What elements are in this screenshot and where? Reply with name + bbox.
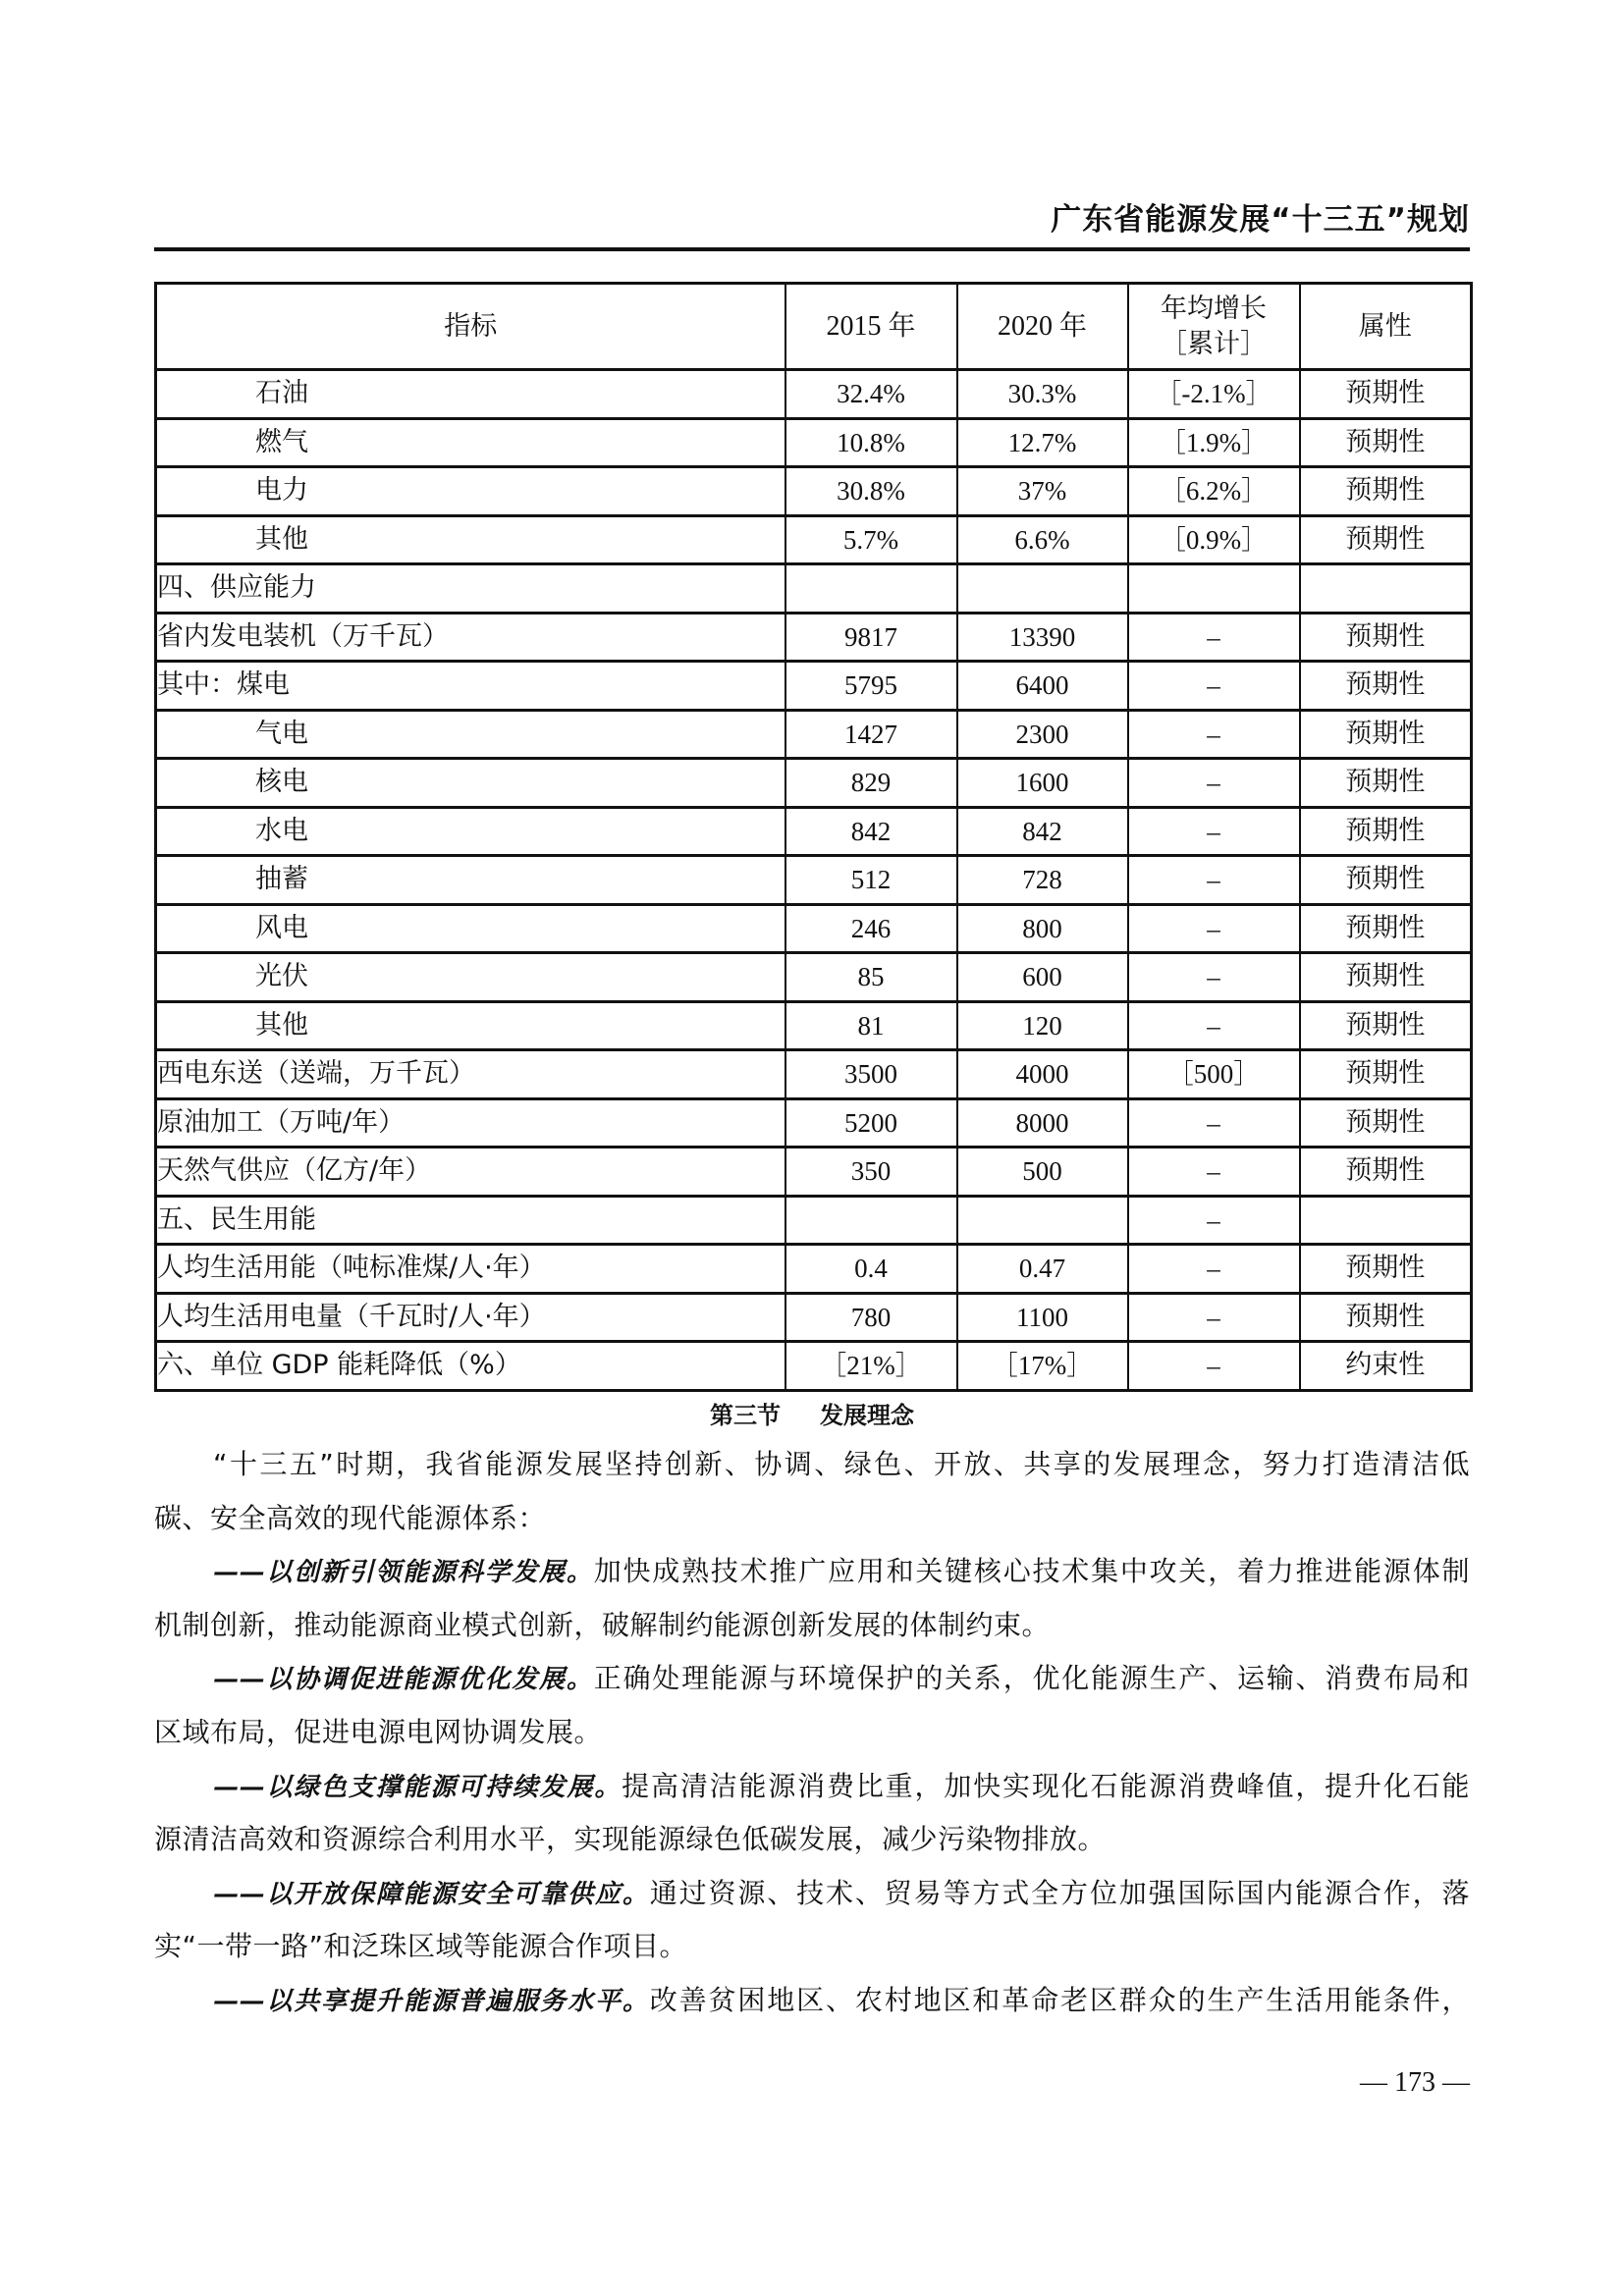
column-header-growth-line1: 年均增长 (1161, 293, 1267, 324)
column-header-2015-label: 2015 年 (826, 310, 916, 342)
cell-indicator: 西电东送（送端，万千瓦） (156, 1050, 785, 1099)
table-row (156, 904, 1472, 953)
column-header-2020-label: 2020 年 (997, 310, 1087, 342)
section-title: 发展理念 (820, 1401, 914, 1429)
table-row (156, 1342, 1472, 1391)
table-row (156, 613, 1472, 662)
cell-2020: 842 (957, 807, 1128, 856)
cell-2020: 120 (957, 1001, 1128, 1050)
body-line-text: 实“一带一路”和泛珠区域等能源合作项目。 (154, 1930, 688, 1963)
body-line (154, 1552, 1470, 1591)
cell-attribute: 预期性 (1300, 467, 1472, 516)
cell-2015 (785, 1196, 957, 1245)
cell-indicator: 省内发电装机（万千瓦） (156, 613, 785, 662)
cell-growth: – (1128, 904, 1300, 953)
body-line-text: “十三五”时期，我省能源发展坚持创新、协调、绿色、开放、共享的发展理念，努力打造清洁低 (213, 1448, 1470, 1480)
cell-2020: 37% (957, 467, 1128, 516)
cell-indicator: 四、供应能力 (156, 564, 785, 614)
cell-indicator: 五、民生用能 (156, 1196, 785, 1245)
cell-growth: ［500］ (1128, 1050, 1300, 1099)
table-row (156, 418, 1472, 467)
cell-attribute: 预期性 (1300, 1245, 1472, 1294)
column-header-attribute: 属性 (1300, 284, 1472, 370)
table-row (156, 759, 1472, 808)
cell-2020: 800 (957, 904, 1128, 953)
cell-attribute: 预期性 (1300, 370, 1472, 419)
table-row (156, 1050, 1472, 1099)
cell-2015: 512 (785, 856, 957, 905)
cell-2020: 30.3% (957, 370, 1128, 419)
cell-2015: 5795 (785, 662, 957, 711)
lead-phrase: ——以绿色支撑能源可持续发展。 (213, 1772, 623, 1802)
cell-2015: 1427 (785, 710, 957, 759)
cell-growth: – (1128, 807, 1300, 856)
cell-indicator: 燃气 (156, 418, 785, 467)
cell-growth: – (1128, 1245, 1300, 1294)
cell-growth: – (1128, 1098, 1300, 1148)
cell-attribute: 预期性 (1300, 904, 1472, 953)
body-line (154, 1659, 1470, 1698)
cell-2015: 10.8% (785, 418, 957, 467)
cell-2015: 350 (785, 1148, 957, 1197)
column-header-2015 (785, 284, 957, 370)
cell-2015: 3500 (785, 1050, 957, 1099)
cell-2015: 246 (785, 904, 957, 953)
cell-growth: – (1128, 1293, 1300, 1342)
body-line-text: 通过资源、技术、贸易等方式全方位加强国际国内能源合作，落 (649, 1876, 1470, 1909)
body-line-text: 源清洁高效和资源综合利用水平，实现能源绿色低碳发展，减少污染物排放。 (154, 1823, 1107, 1856)
table-row (156, 467, 1472, 516)
cell-2020: 1100 (957, 1293, 1128, 1342)
cell-2015: 0.4 (785, 1245, 957, 1294)
cell-2020 (957, 1196, 1128, 1245)
cell-attribute: 预期性 (1300, 662, 1472, 711)
body-line (154, 1767, 1470, 1806)
table-row (156, 856, 1472, 905)
cell-attribute: 预期性 (1300, 759, 1472, 808)
cell-growth: – (1128, 1196, 1300, 1245)
cell-2020: 6400 (957, 662, 1128, 711)
cell-growth: ［6.2%］ (1128, 467, 1300, 516)
body-line (154, 1874, 1470, 1913)
cell-2015: 9817 (785, 613, 957, 662)
cell-2015: 780 (785, 1293, 957, 1342)
cell-2020: 1600 (957, 759, 1128, 808)
section-heading (154, 1398, 1470, 1433)
cell-growth: – (1128, 953, 1300, 1002)
table-row (156, 710, 1472, 759)
cell-attribute: 预期性 (1300, 1148, 1472, 1197)
table-row (156, 515, 1472, 564)
cell-attribute: 预期性 (1300, 710, 1472, 759)
cell-attribute: 约束性 (1300, 1342, 1472, 1391)
lead-phrase: ——以创新引领能源科学发展。 (213, 1558, 594, 1588)
cell-indicator: 水电 (156, 807, 785, 856)
cell-indicator: 抽蓄 (156, 856, 785, 905)
table-row (156, 807, 1472, 856)
table-row (156, 370, 1472, 419)
body-line (154, 1820, 1470, 1859)
cell-indicator: 其中：煤电 (156, 662, 785, 711)
body-line-text: 提高清洁能源消费比重，加快实现化石能源消费峰值，提升化石能 (622, 1769, 1470, 1802)
body-line (154, 1499, 1470, 1538)
cell-attribute: 预期性 (1300, 1293, 1472, 1342)
cell-growth: – (1128, 856, 1300, 905)
cell-growth: – (1128, 1342, 1300, 1391)
cell-indicator: 气电 (156, 710, 785, 759)
cell-indicator: 核电 (156, 759, 785, 808)
cell-growth: ［1.9%］ (1128, 418, 1300, 467)
body-line-text: 正确处理能源与环境保护的关系，优化能源生产、运输、消费布局和 (593, 1662, 1470, 1695)
body-line-text: 机制创新，推动能源商业模式创新，破解制约能源创新发展的体制约束。 (154, 1608, 1051, 1641)
body-line-text: 加快成熟技术推广应用和关键核心技术集中攻关，着力推进能源体制 (593, 1555, 1470, 1588)
lead-phrase: ——以共享提升能源普遍服务水平。 (213, 1987, 650, 2016)
cell-growth: – (1128, 1148, 1300, 1197)
cell-2020: 4000 (957, 1050, 1128, 1099)
table-row (156, 1001, 1472, 1050)
indicator-table (154, 282, 1473, 1392)
cell-attribute: 预期性 (1300, 613, 1472, 662)
column-header-2020 (957, 284, 1128, 370)
table-header-row (156, 284, 1472, 370)
cell-indicator: 六、单位 GDP 能耗降低（%） (156, 1342, 785, 1391)
table-row (156, 1293, 1472, 1342)
cell-2015: 829 (785, 759, 957, 808)
cell-2015: 85 (785, 953, 957, 1002)
cell-indicator: 原油加工（万吨/年） (156, 1098, 785, 1148)
page-number: — 173 — (1360, 2067, 1470, 2098)
cell-attribute: 预期性 (1300, 515, 1472, 564)
cell-growth (1128, 564, 1300, 614)
cell-indicator: 光伏 (156, 953, 785, 1002)
column-header-indicator: 指标 (156, 284, 785, 370)
cell-2020: 12.7% (957, 418, 1128, 467)
cell-2020: 13390 (957, 613, 1128, 662)
cell-growth: – (1128, 662, 1300, 711)
body-line (154, 1606, 1470, 1645)
cell-indicator: 风电 (156, 904, 785, 953)
cell-2015 (785, 564, 957, 614)
cell-attribute: 预期性 (1300, 1098, 1472, 1148)
cell-indicator: 人均生活用能（吨标准煤/人·年） (156, 1245, 785, 1294)
body-line (154, 1981, 1470, 2020)
cell-2015: 81 (785, 1001, 957, 1050)
body-line (154, 1927, 1470, 1966)
cell-attribute: 预期性 (1300, 1001, 1472, 1050)
cell-2020: 0.47 (957, 1245, 1128, 1294)
cell-indicator: 电力 (156, 467, 785, 516)
table-row (156, 564, 1472, 614)
cell-2015: 5200 (785, 1098, 957, 1148)
cell-growth: – (1128, 1001, 1300, 1050)
cell-growth: ［0.9%］ (1128, 515, 1300, 564)
cell-attribute: 预期性 (1300, 953, 1472, 1002)
lead-phrase: ——以协调促进能源优化发展。 (213, 1665, 594, 1695)
cell-2020 (957, 564, 1128, 614)
cell-attribute: 预期性 (1300, 856, 1472, 905)
cell-attribute: 预期性 (1300, 418, 1472, 467)
body-line-text: 碳、安全高效的现代能源体系： (154, 1501, 547, 1534)
cell-indicator: 其他 (156, 1001, 785, 1050)
cell-2015: ［21%］ (785, 1342, 957, 1391)
cell-2015: 842 (785, 807, 957, 856)
cell-attribute: 预期性 (1300, 1050, 1472, 1099)
column-header-growth (1128, 284, 1300, 370)
cell-2020: 728 (957, 856, 1128, 905)
body-line-text: 改善贫困地区、农村地区和革命老区群众的生产生活用能条件， (649, 1984, 1470, 2016)
running-header-title: 广东省能源发展“十三五”规划 (1051, 202, 1470, 238)
cell-attribute: 预期性 (1300, 807, 1472, 856)
table-row (156, 1196, 1472, 1245)
table-body (156, 370, 1472, 1391)
body-line (154, 1713, 1470, 1752)
cell-indicator: 人均生活用电量（千瓦时/人·年） (156, 1293, 785, 1342)
section-number: 第三节 (710, 1401, 781, 1429)
table-row (156, 953, 1472, 1002)
cell-growth: – (1128, 759, 1300, 808)
body-line-text: 区域布局，促进电源电网协调发展。 (154, 1716, 603, 1748)
cell-2020: 8000 (957, 1098, 1128, 1148)
cell-indicator: 其他 (156, 515, 785, 564)
body-line (154, 1445, 1470, 1484)
table-row (156, 1148, 1472, 1197)
cell-growth: – (1128, 710, 1300, 759)
cell-2020: 2300 (957, 710, 1128, 759)
cell-2020: ［17%］ (957, 1342, 1128, 1391)
cell-2015: 30.8% (785, 467, 957, 516)
cell-2020: 6.6% (957, 515, 1128, 564)
cell-2015: 32.4% (785, 370, 957, 419)
header-rule (154, 247, 1470, 251)
table-row (156, 662, 1472, 711)
cell-growth: – (1128, 613, 1300, 662)
cell-attribute (1300, 1196, 1472, 1245)
cell-indicator: 天然气供应（亿方/年） (156, 1148, 785, 1197)
cell-2015: 5.7% (785, 515, 957, 564)
table-row (156, 1098, 1472, 1148)
table-row (156, 1245, 1472, 1294)
column-header-growth-line2: ［累计］ (1161, 328, 1267, 359)
cell-growth: ［-2.1%］ (1128, 370, 1300, 419)
lead-phrase: ——以开放保障能源安全可靠供应。 (213, 1879, 650, 1909)
cell-indicator: 石油 (156, 370, 785, 419)
cell-2020: 500 (957, 1148, 1128, 1197)
cell-attribute (1300, 564, 1472, 614)
cell-2020: 600 (957, 953, 1128, 1002)
